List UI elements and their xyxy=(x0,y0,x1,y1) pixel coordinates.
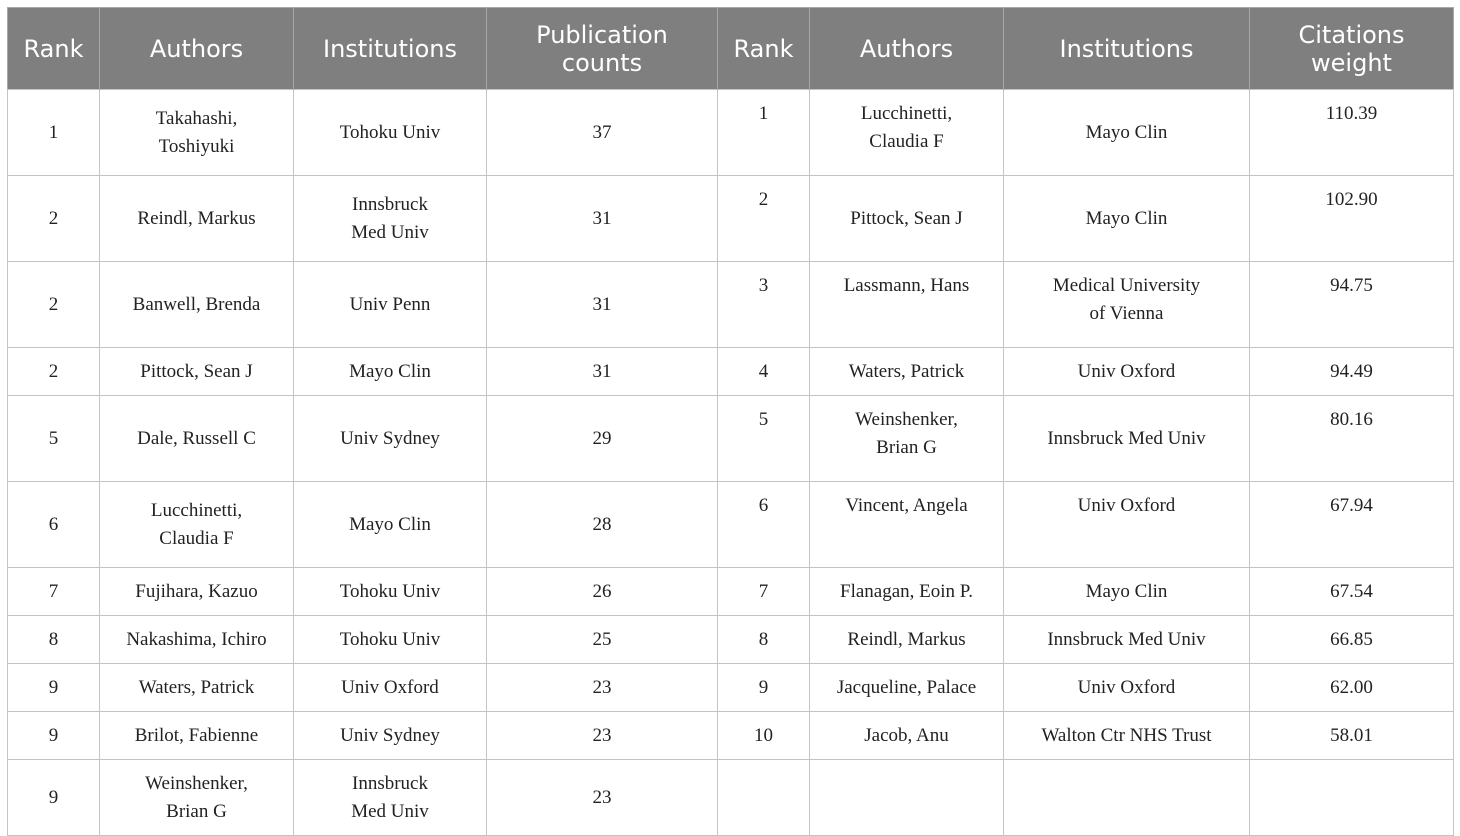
author-cell xyxy=(810,760,1004,836)
weight-cell: 110.39 xyxy=(1250,90,1454,176)
rank-cell: 10 xyxy=(718,712,810,760)
institution-cell: Mayo Clin xyxy=(294,348,487,396)
rank-cell: 1 xyxy=(8,90,100,176)
author-cell: Lucchinetti, Claudia F xyxy=(810,90,1004,176)
weight-cell: 67.54 xyxy=(1250,568,1454,616)
institution-cell: Univ Oxford xyxy=(1004,664,1250,712)
rank-cell: 5 xyxy=(8,396,100,482)
table-row xyxy=(8,348,1454,396)
weight-cell: 58.01 xyxy=(1250,712,1454,760)
rank-cell: 6 xyxy=(718,482,810,568)
count-cell: 25 xyxy=(487,616,718,664)
rank-cell: 1 xyxy=(718,90,810,176)
author-cell: Takahashi, Toshiyuki xyxy=(100,90,294,176)
table-row xyxy=(8,664,1454,712)
header-rank-right: Rank xyxy=(718,8,810,90)
weight-cell: 102.90 xyxy=(1250,176,1454,262)
author-cell: Jacqueline, Palace xyxy=(810,664,1004,712)
institution-cell: Tohoku Univ xyxy=(294,90,487,176)
count-cell: 28 xyxy=(487,482,718,568)
institution-cell: Univ Sydney xyxy=(294,396,487,482)
table-row xyxy=(8,482,1454,568)
header-rank-left: Rank xyxy=(8,8,100,90)
institution-cell: Innsbruck Med Univ xyxy=(1004,396,1250,482)
institution-cell: Univ Oxford xyxy=(1004,348,1250,396)
table-row xyxy=(8,396,1454,482)
rank-cell: 7 xyxy=(718,568,810,616)
institution-cell: Univ Sydney xyxy=(294,712,487,760)
count-cell: 26 xyxy=(487,568,718,616)
author-cell: Weinshenker, Brian G xyxy=(810,396,1004,482)
table-row xyxy=(8,760,1454,836)
weight-cell: 94.49 xyxy=(1250,348,1454,396)
count-cell: 23 xyxy=(487,664,718,712)
header-institutions-left: Institutions xyxy=(294,8,487,90)
weight-cell: 80.16 xyxy=(1250,396,1454,482)
rank-cell: 5 xyxy=(718,396,810,482)
header-publication-counts: Publication counts xyxy=(487,8,718,90)
author-cell: Lassmann, Hans xyxy=(810,262,1004,348)
weight-cell: 94.75 xyxy=(1250,262,1454,348)
author-cell: Reindl, Markus xyxy=(810,616,1004,664)
count-cell: 23 xyxy=(487,712,718,760)
author-cell: Nakashima, Ichiro xyxy=(100,616,294,664)
table-row xyxy=(8,90,1454,176)
author-cell: Brilot, Fabienne xyxy=(100,712,294,760)
rank-cell: 2 xyxy=(8,348,100,396)
weight-cell xyxy=(1250,760,1454,836)
institution-cell: Mayo Clin xyxy=(1004,176,1250,262)
author-cell: Banwell, Brenda xyxy=(100,262,294,348)
rank-cell: 9 xyxy=(718,664,810,712)
author-cell: Jacob, Anu xyxy=(810,712,1004,760)
rank-cell: 9 xyxy=(8,712,100,760)
author-cell: Lucchinetti, Claudia F xyxy=(100,482,294,568)
count-cell: 31 xyxy=(487,176,718,262)
author-ranking-table xyxy=(7,7,1454,836)
institution-cell: Univ Oxford xyxy=(294,664,487,712)
rank-cell: 6 xyxy=(8,482,100,568)
table-row xyxy=(8,616,1454,664)
author-cell: Reindl, Markus xyxy=(100,176,294,262)
count-cell: 29 xyxy=(487,396,718,482)
table-row xyxy=(8,712,1454,760)
rank-cell: 9 xyxy=(8,760,100,836)
author-cell: Waters, Patrick xyxy=(100,664,294,712)
rank-cell: 8 xyxy=(718,616,810,664)
institution-cell: Univ Penn xyxy=(294,262,487,348)
header-citations-weight: Citations weight xyxy=(1250,8,1454,90)
rank-cell: 2 xyxy=(718,176,810,262)
institution-cell: Innsbruck Med Univ xyxy=(1004,616,1250,664)
count-cell: 23 xyxy=(487,760,718,836)
rank-cell: 4 xyxy=(718,348,810,396)
institution-cell xyxy=(1004,760,1250,836)
institution-cell: Medical University of Vienna xyxy=(1004,262,1250,348)
author-cell: Dale, Russell C xyxy=(100,396,294,482)
institution-cell: Innsbruck Med Univ xyxy=(294,176,487,262)
author-cell: Flanagan, Eoin P. xyxy=(810,568,1004,616)
institution-cell: Innsbruck Med Univ xyxy=(294,760,487,836)
institution-cell: Walton Ctr NHS Trust xyxy=(1004,712,1250,760)
institution-cell: Mayo Clin xyxy=(294,482,487,568)
author-cell: Pittock, Sean J xyxy=(810,176,1004,262)
institution-cell: Tohoku Univ xyxy=(294,616,487,664)
institution-cell: Tohoku Univ xyxy=(294,568,487,616)
weight-cell: 62.00 xyxy=(1250,664,1454,712)
author-cell: Pittock, Sean J xyxy=(100,348,294,396)
rank-cell: 8 xyxy=(8,616,100,664)
rank-cell: 2 xyxy=(8,176,100,262)
institution-cell: Mayo Clin xyxy=(1004,568,1250,616)
weight-cell: 66.85 xyxy=(1250,616,1454,664)
rank-cell: 7 xyxy=(8,568,100,616)
count-cell: 37 xyxy=(487,90,718,176)
table-row xyxy=(8,568,1454,616)
table-row xyxy=(8,262,1454,348)
header-authors-right: Authors xyxy=(810,8,1004,90)
rank-cell: 3 xyxy=(718,262,810,348)
author-cell: Fujihara, Kazuo xyxy=(100,568,294,616)
header-row xyxy=(8,8,1454,90)
institution-cell: Mayo Clin xyxy=(1004,90,1250,176)
rank-cell: 2 xyxy=(8,262,100,348)
rank-cell: 9 xyxy=(8,664,100,712)
count-cell: 31 xyxy=(487,262,718,348)
institution-cell: Univ Oxford xyxy=(1004,482,1250,568)
count-cell: 31 xyxy=(487,348,718,396)
author-cell: Waters, Patrick xyxy=(810,348,1004,396)
author-cell: Weinshenker, Brian G xyxy=(100,760,294,836)
author-cell: Vincent, Angela xyxy=(810,482,1004,568)
header-institutions-right: Institutions xyxy=(1004,8,1250,90)
weight-cell: 67.94 xyxy=(1250,482,1454,568)
header-authors-left: Authors xyxy=(100,8,294,90)
rank-cell xyxy=(718,760,810,836)
table-row xyxy=(8,176,1454,262)
